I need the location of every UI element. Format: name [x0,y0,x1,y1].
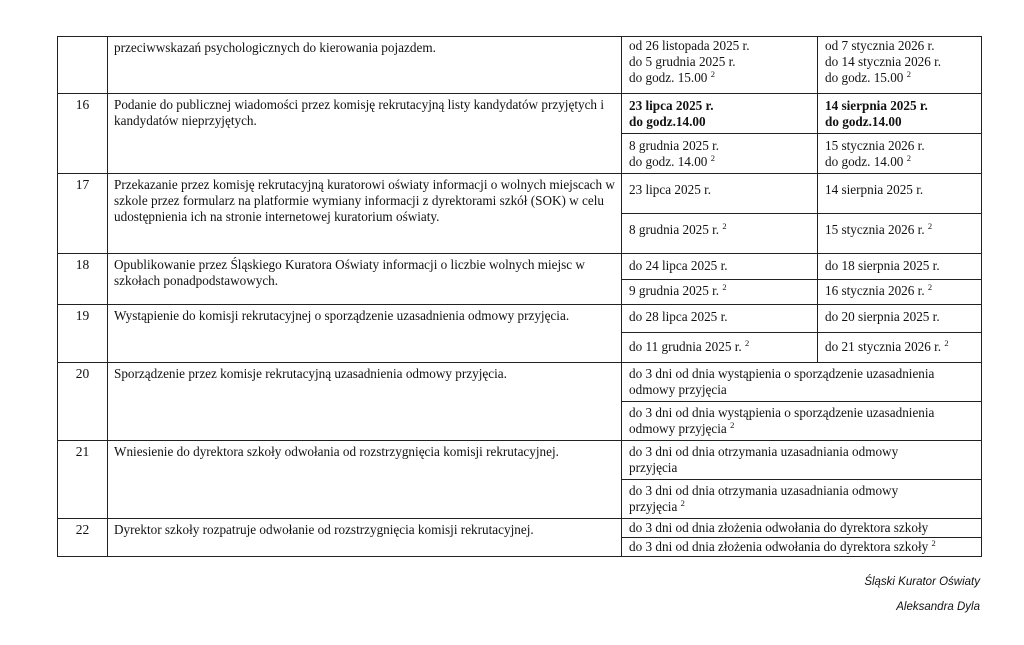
row-description: przeciwwskazań psychologicznych do kierowania pojazdem. [108,37,622,94]
table-row [58,519,982,538]
table-row [58,94,982,134]
deadline-supplementary: do 3 dni od dnia otrzymania uzasadniania odmowy przyjęcia $^2$ [622,480,982,519]
date-second-round: do 20 sierpnia 2025 r. [818,305,982,333]
deadline-supplementary: do 3 dni od dnia złożenia odwołania do dyrektora szkoły $^2$ [622,538,982,557]
date-second-round: do 18 sierpnia 2025 r. [818,254,982,280]
row-number: 18 [58,254,108,305]
date-second-round: 14 sierpnia 2025 r. do godz.14.00 [818,94,982,134]
row-number: 20 [58,363,108,441]
date-second-round: od 7 stycznia 2026 r. do 14 stycznia 2026 r. do godz. 15.00 $^2$ [818,37,982,94]
row-number: 17 [58,174,108,254]
row-description: Przekazanie przez komisję rekrutacyjną kuratorowi oświaty informacji o wolnych miejscach w szkole przez formularz na platformie wymiany informacji z dyrektorami szkół (SOK) w celu udostępnienia ich na stronie internetowej kuratorium oświaty. [108,174,622,254]
table-row [58,254,982,280]
date-second-round: 14 sierpnia 2025 r. [818,174,982,214]
date-first-round: do 28 lipca 2025 r. [622,305,818,333]
date-supplementary-second: 15 stycznia 2026 r. $^2$ [818,214,982,254]
date-first-round: 23 lipca 2025 r. [622,174,818,214]
date-first-round: do 24 lipca 2025 r. [622,254,818,280]
table-row [58,174,982,214]
date-supplementary-second: 15 stycznia 2026 r. do godz. 14.00 $^2$ [818,134,982,174]
table-row [58,37,982,94]
deadline-first-round: do 3 dni od dnia złożenia odwołania do dyrektora szkoły [622,519,982,538]
date-supplementary-first: 8 grudnia 2025 r. do godz. 14.00 $^2$ [622,134,818,174]
date-supplementary-first: do 11 grudnia 2025 r. $^2$ [622,333,818,363]
deadline-first-round: do 3 dni od dnia wystąpienia o sporządzenie uzasadnienia odmowy przyjęcia [622,363,982,402]
row-description: Wniesienie do dyrektora szkoły odwołania od rozstrzygnięcia komisji rekrutacyjnej. [108,441,622,519]
date-supplementary-second: 16 stycznia 2026 r. $^2$ [818,280,982,305]
table-row [58,441,982,480]
row-number: 16 [58,94,108,174]
signature-name: Aleksandra Dyla [896,601,980,613]
table-row [58,363,982,402]
row-number: 22 [58,519,108,557]
date-first-round: od 26 listopada 2025 r. do 5 grudnia 2025 r. do godz. 15.00 $^2$ [622,37,818,94]
deadline-supplementary: do 3 dni od dnia wystąpienia o sporządzenie uzasadnienia odmowy przyjęcia $^2$ [622,402,982,441]
row-description: Wystąpienie do komisji rekrutacyjnej o sporządzenie uzasadnienia odmowy przyjęcia. [108,305,622,363]
schedule-table [57,36,982,557]
signature-title: Śląski Kurator Oświaty [864,576,980,588]
row-description: Opublikowanie przez Śląskiego Kuratora Oświaty informacji o liczbie wolnych miejsc w szkołach ponadpodstawowych. [108,254,622,305]
deadline-first-round: do 3 dni od dnia otrzymania uzasadniania odmowy przyjęcia [622,441,982,480]
date-supplementary-first: 8 grudnia 2025 r. $^2$ [622,214,818,254]
row-description: Podanie do publicznej wiadomości przez komisję rekrutacyjną listy kandydatów przyjętych i kandydatów nieprzyjętych. [108,94,622,174]
row-number: 19 [58,305,108,363]
date-supplementary-second: do 21 stycznia 2026 r. $^2$ [818,333,982,363]
row-description: Dyrektor szkoły rozpatruje odwołanie od rozstrzygnięcia komisji rekrutacyjnej. [108,519,622,557]
table-row [58,305,982,333]
row-number: 21 [58,441,108,519]
date-first-round: 23 lipca 2025 r. do godz.14.00 [622,94,818,134]
date-supplementary-first: 9 grudnia 2025 r. $^2$ [622,280,818,305]
row-number [58,37,108,94]
row-description: Sporządzenie przez komisje rekrutacyjną uzasadnienia odmowy przyjęcia. [108,363,622,441]
